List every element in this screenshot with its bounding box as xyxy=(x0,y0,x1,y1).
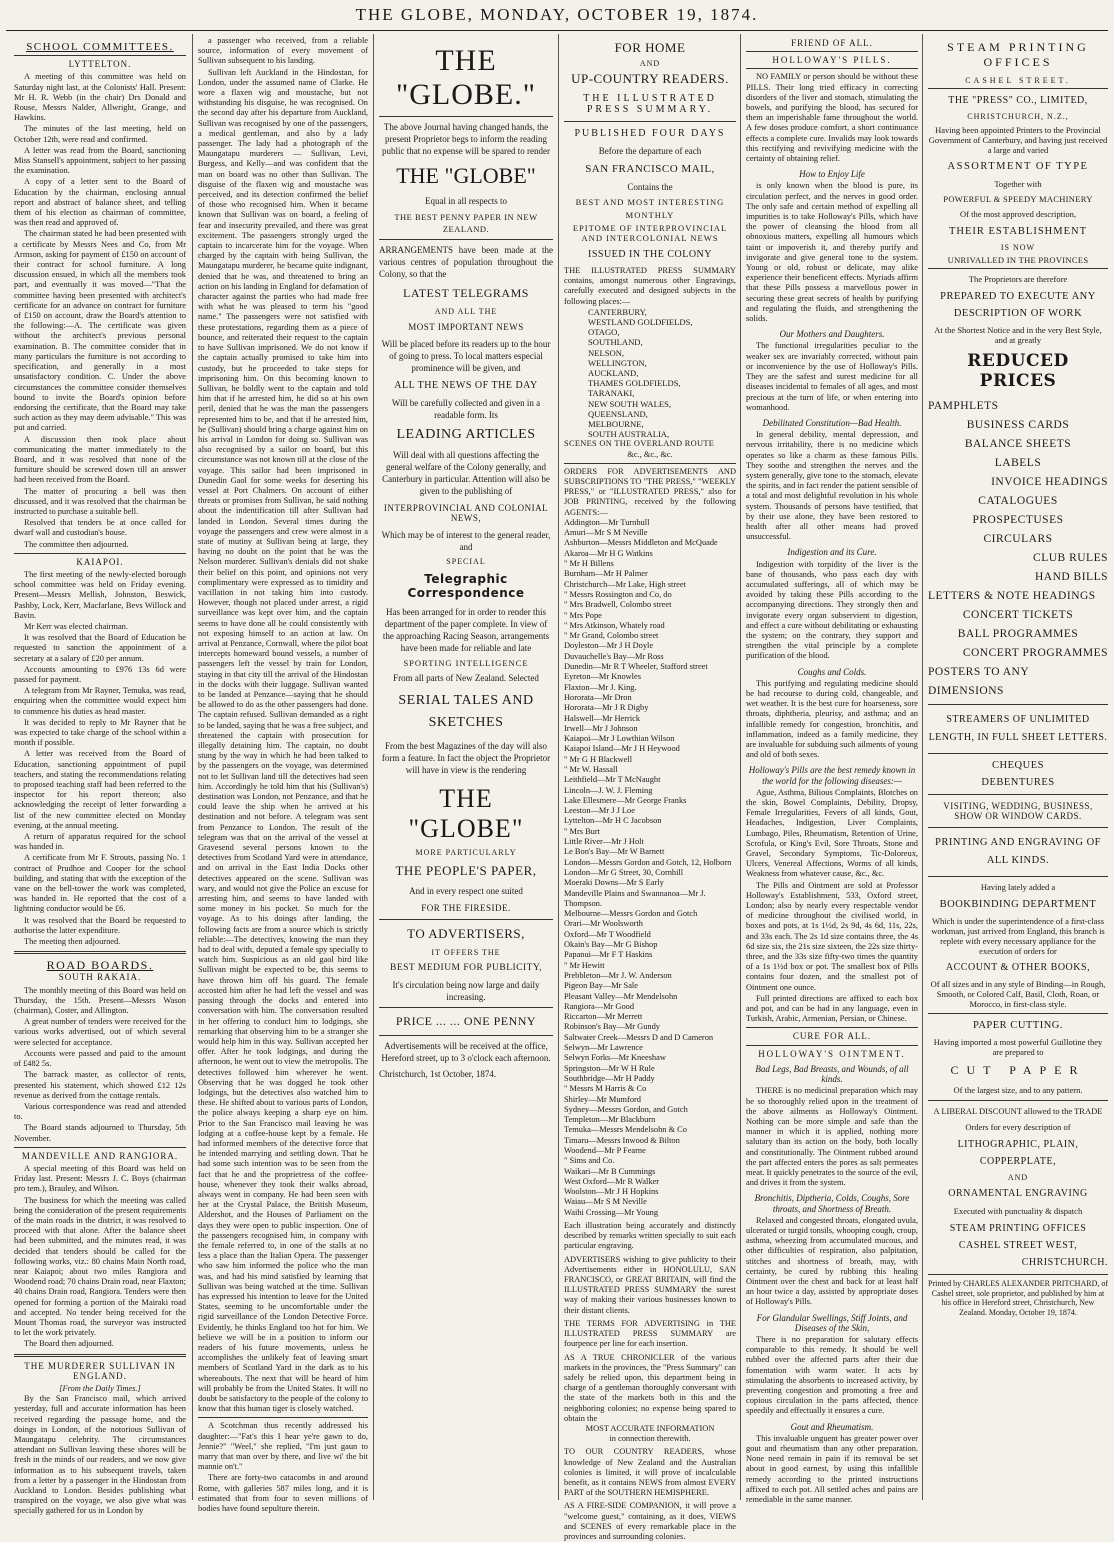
paper-cutting: PAPER CUTTING. xyxy=(972,1020,1064,1031)
column-rule xyxy=(740,34,741,1500)
masthead: THE GLOBE, MONDAY, OCTOBER 19, 1874. xyxy=(355,5,759,24)
agent-item: Burnham—Mr H Palmer xyxy=(564,569,648,579)
agent-item: Doyleston—Mr J H Doyle xyxy=(564,641,654,651)
globe-title-2: THE "GLOBE" xyxy=(396,163,536,188)
paragraph: It was resolved that the Board of Education be requested to sanction the appointment of a secretary at a salary of £20 per annum. xyxy=(14,633,186,663)
agent-item: Ashburton—Messrs Middleton and McQuade xyxy=(564,538,718,548)
globe-latest: LATEST TELEGRAMS xyxy=(403,286,529,300)
paragraph: A telegram from Mr Rayner, Temuka, was read, enquiring when the committee would expect him to commence his duties as head master. xyxy=(14,686,186,716)
ointment-intro: THERE is no medicinal preparation which may be so thoroughly relied upon in the treatment of the above ailments as Holloway's Ointment. Nothing can be more simple and safe than the manner in which it is applied, nothing more salutary than its action on the body, both locally and constitutionally. The Ointment rubbed around the part affected enters the pores as salt permeates meat. It quickly penetrates to the source of the evil, and drives it from the system. xyxy=(746,1086,918,1188)
globe-best-medium: BEST MEDIUM FOR PUBLICITY, xyxy=(389,963,542,973)
paragraph: The barrack master, as collector of rents, presented his statement, which showed £12 12s revenue as derived from the cottage rentals. xyxy=(14,1070,186,1100)
agent-item: Riccarton—Mr Merrett xyxy=(564,1012,643,1022)
ips-accurate: MOST ACCURATE INFORMATION xyxy=(585,1423,715,1433)
powerful-machinery: POWERFUL & SPEEDY MACHINERY xyxy=(943,194,1093,204)
ips-terms: THE TERMS FOR ADVERTISING in THE ILLUSTRATED PRESS SUMMARY are fourpence per line for each insertion. xyxy=(564,1318,736,1349)
together-with: Together with xyxy=(994,179,1042,189)
agent-item: " Messrs M Harris & Co xyxy=(564,1084,647,1094)
service-item: HAND BILLS xyxy=(1034,571,1108,583)
ips-published: PUBLISHED FOUR DAYS xyxy=(574,128,726,139)
pills-directions: Full printed directions are affixed to each box and pot, and can be had in any language, even in Turkish, Arabic, Armenian, Persian, or Chinese. xyxy=(746,993,918,1024)
lyttelton-article xyxy=(14,72,186,549)
pills-indigestion-text: Indigestion with torpidity of the liver is the bane of thousands, who pass each day with accumulated sufferings, all of which may be avoided by taking these Pills according to the accompanying directions. They strongly then and invigorate every organ subservient to digestion, and effect a cure without debilitating or exhausting the system; on the contrary, they support and strengthen the vital principle by a complete purification of the blood. xyxy=(746,559,918,661)
approved-description: Of the most approved description, xyxy=(960,209,1076,219)
paragraph: The business for which the meeting was called being the consideration of the present requirements of the main roads in the district, it was resolved to proceed with that alone. After the balance sheet had been submitted, and the minutes read, it was decided that tenders should be called for the following works, viz.: 80 chains Main North road, near Kaiapoi; about two miles Rangiora and Woodend road; 70 chains Drain road, near Flaxton; 40 chains Drain road, Rangiora. Tenders were then opened for forming a portion of the Mairaki road and accepted. No tender being received for the Mount Thomas road, the surveyor was instructed to let the work privately. xyxy=(14,1195,186,1338)
town-item: NEW SOUTH WALES, xyxy=(588,398,671,409)
globe-leading-articles: LEADING ARTICLES xyxy=(396,427,536,442)
home-and: AND xyxy=(639,59,661,68)
agent-item: " Mr H Billens xyxy=(564,559,614,569)
and-small: AND xyxy=(1007,1173,1029,1182)
ips-monthly: MONTHLY xyxy=(625,210,675,220)
agent-item: Rangiora—Mr Good xyxy=(564,1001,635,1011)
ips-fireside: AS A FIRE-SIDE COMPANION, it will prove a "welcome guest," containing, as it does, VIEWS and SCENES of every remarkable place in the provinces and surrounding colonies. xyxy=(564,1501,736,1541)
pills-best-heading: Holloway's Pills are the best remedy known in the world for the following diseases:— xyxy=(748,765,916,786)
globe-deal-with: Will deal with all questions affecting the general welfare of the Colony generally, and Canterbury in particular. Attention will also be given to the publishing of xyxy=(382,450,550,496)
column-3-globe-advert xyxy=(379,36,553,1498)
agent-item: Woodend—Mr P Fearne xyxy=(564,1145,646,1155)
service-item: LABELS xyxy=(994,457,1042,469)
service-item: BALL PROGRAMMES xyxy=(957,628,1079,640)
globe-equal: Equal in all respects to xyxy=(425,196,507,206)
agent-item: Moeraki Downs—Mr S Early xyxy=(564,878,664,888)
steam-printing-heading: STEAM PRINTING OFFICES xyxy=(947,40,1089,69)
ointment-bad-legs: Bad Legs, Bad Breasts, and Wounds, of all kinds. xyxy=(755,1063,909,1085)
globe-magazines: From the best Magazines of the day will also form a feature. In fact the object the Proprietor will have in view is the rendering xyxy=(381,741,551,775)
paragraph: A return of apparatus required for the school was handed in. xyxy=(14,832,186,852)
globe-interprovincial: INTERPROVINCIAL AND COLONIAL NEWS, xyxy=(383,503,549,523)
agent-item: Addington—Mr Turnbull xyxy=(564,517,650,527)
ips-contains-text: THE ILLUSTRATED PRESS SUMMARY contains, amongst numerous other Engravings, carefully executed and designed subjects in the following places:— xyxy=(564,266,736,306)
agent-item: Amuri—Mr S M Neville xyxy=(564,528,648,538)
town-item: NELSON, xyxy=(588,347,625,358)
agent-item: Halswell—Mr Herrick xyxy=(564,713,641,723)
ips-sf-mail: SAN FRANCISCO MAIL, xyxy=(585,163,715,175)
ornamental-engraving: ORNAMENTAL ENGRAVING xyxy=(948,1188,1088,1199)
orders-every: Orders for every description of xyxy=(965,1122,1071,1132)
appointed-text: Having been appointed Printers to the Provincial Government of Canterbury, and having just received a large and varied xyxy=(928,125,1108,155)
globe-most-important: MOST IMPORTANT NEWS xyxy=(408,322,524,332)
agent-item: Mandeville Plains and Swannanoa—Mr J. Thompson. xyxy=(564,888,706,908)
holloway-ointment-heading: HOLLOWAY'S OINTMENT. xyxy=(758,1048,906,1059)
paragraph: The monthly meeting of this Board was held on Thursday, the 15th. Present—Messrs Wason (chairman), Coster, and Allington. xyxy=(14,985,186,1016)
agent-item: Shirley—Mr Mumford xyxy=(564,1094,641,1104)
having-added: Having lately added a xyxy=(980,882,1056,892)
agent-item: Duvauchelle's Bay—Mr Ross xyxy=(564,651,664,661)
paragraph: Accounts were passed and paid to the amount of £482 5s. xyxy=(14,1048,186,1069)
agent-item: " Mr Hewitt xyxy=(564,960,605,970)
ips-country-readers: TO OUR COUNTRY READERS, whose knowledge of New Zealand and the Australian colonies is limited, it will prove of incalculable benefit, as it contains NEWS from almost EVERY PART of the SOUTHERN HEMISPHERE. xyxy=(564,1447,736,1498)
paragraph: By the San Francisco mail, which arrived yesterday, full and accurate information has been received regarding the passage home, and the doings in London, of the notorious Sullivan of Maungatapu celebrity. The circumstances attendant on Sullivan leaving these shores will be fresh in the minds of our readers, and we now give information as to his subsequent travels, taken from a letter by a passenger in the Hindostan from Auckland to London. Besides publishing what transpired on the voyage, we also give what was specially gathered for us in London by xyxy=(14,1394,186,1516)
ointment-bronchitis-text: Relaxed and congested throats, elongated uvula, ulcerated or turgid tonsils, whooping cough, croup, asthma, wheezing from accumulated mucous, and other difficulties of respiration, also palpitation, stitches and shortness of breath, may, with certainty, be cured by rubbing this healing Ointment over the chest and back for at least half an hour twice a day, assisted by appropriate doses of Holloway's Pills. xyxy=(746,1215,918,1307)
largest-size: Of the largest size, and to any pattern. xyxy=(953,1085,1083,1095)
lyttelton-heading: LYTTELTON. xyxy=(68,59,132,70)
murderer-source: [From the Daily Times.] xyxy=(59,1383,141,1393)
ointment-gout-text: This invaluable unguent has greater power over gout and rheumatism than any other preparation. None need remain in pain if its removal be set about in good earnest, by using this infallible remedy according to the printed instructions affixed to each pot. All settled aches and pains are remediable in the same manner. xyxy=(746,1433,918,1505)
south-rakaia-heading: SOUTH RAKAIA. xyxy=(58,972,142,983)
globe-best-penny: THE BEST PENNY PAPER IN NEW ZEALAND. xyxy=(394,212,538,234)
agent-item: Okain's Bay—Mr G Bishop xyxy=(564,940,658,950)
globe-circulation: It's circulation being now large and daily increasing. xyxy=(392,980,540,1002)
paragraph: The chairman stated he had been presented with a certificate by Messrs Nees and Co, from Mr Armson, asking for payment of £150 on account of their contract for school furniture. A long discussion ensued, in which all the members took part, and eventually it was moved—"That the committee having been presented with architect's certificate for an advance on contract for furniture of £150 on account, draw the Board's attention to the following:—A. The certificate was given without the architect's previous personal examination. B. The committee consider that in many particulars the furniture is not according to specification, and generally in a most unsatisfactory condition. C. Under the above circumstances the committee consider themselves bound to invite the Board's opinion before endorsing the certificate, that the Board may take such action as they may deem advisable." This was put and carried. xyxy=(14,229,186,433)
agent-item: " Mr Grand, Colombo street xyxy=(564,631,659,641)
ointment-gout-heading: Gout and Rheumatism. xyxy=(790,1421,874,1432)
paragraph: A great number of tenders were received for the various works advertised, out of which several were selected for acceptance. xyxy=(14,1017,186,1047)
ointment-bronchitis-heading: Bronchitis, Diptheria, Colds, Coughs, Sore throats, and Shortness of Breath. xyxy=(754,1193,910,1214)
murderer-article xyxy=(14,1394,186,1516)
agent-item: " Mrs Burt xyxy=(564,826,600,836)
globe-interest: Which may be of interest to the general reader, and xyxy=(381,530,551,552)
cure-for-all-heading: CURE FOR ALL. xyxy=(792,1031,872,1042)
agent-item: Leithfield—Mr T McNaught xyxy=(564,775,661,785)
agent-item: Lyttelton—Mr H C Jacobson xyxy=(564,816,662,826)
miscellany-article xyxy=(198,1421,368,1514)
town-item: MELBOURNE, xyxy=(588,419,644,430)
agent-item: Le Bon's Bay—Mr W Barnett xyxy=(564,847,665,857)
kaiapoi-heading: KAIAPOI. xyxy=(76,556,124,567)
town-item: WELLINGTON, xyxy=(588,357,647,368)
paragraph: The Board then adjourned. xyxy=(24,1339,114,1349)
guillotine-text: Having imported a most powerful Guillotine they are prepared to xyxy=(933,1037,1103,1057)
press-company: THE "PRESS" CO., LIMITED, xyxy=(948,95,1088,106)
town-item: CANTERBURY, xyxy=(588,306,647,317)
service-item: CONCERT TICKETS xyxy=(962,609,1074,621)
paragraph: A certificate from Mr F. Strouts, passing No. 1 contract of Prudhoe and Cooper for the school building, and stating that with the exception of the vane on the bell-tower the work was completed, was handed in. He reported that the cost of a lightning conductor would be £6. xyxy=(14,853,186,914)
service-item: POSTERS TO ANY DIMENSIONS xyxy=(928,666,1029,697)
imprint: Printed by CHARLES ALEXANDER PRITCHARD, of Cashel street, sole proprietor, and published by him at his office in Hereford street, Christchurch, New Zealand. Monday, October 19, 1874. xyxy=(928,1279,1109,1317)
road-boards-heading: ROAD BOARDS. xyxy=(46,958,154,973)
ips-advertisers: ADVERTISERS wishing to give publicity to their Advertisements either in HONOLULU, SAN FRANCISCO, or GREAT BRITAIN, will find the ILLUSTRATED PRESS SUMMARY the surest way of making their various businesses known to their distant clients. xyxy=(564,1254,736,1315)
globe-every-respect: And in every respect one suited xyxy=(409,886,523,896)
agent-item: Timaru—Messrs Inwood & Bilton xyxy=(564,1135,680,1145)
agent-item: West Oxford—Mr R Walker xyxy=(564,1176,660,1186)
description-of-work: DESCRIPTION OF WORK xyxy=(953,308,1083,319)
globe-all-news: ALL THE NEWS OF THE DAY xyxy=(394,380,538,391)
murderer-heading: THE MURDERER SULLIVAN IN ENGLAND. xyxy=(24,1360,176,1381)
lithographic: LITHOGRAPHIC, PLAIN, xyxy=(957,1139,1079,1150)
paragraph: The Board stands adjourned to Thursday, 5th November. xyxy=(14,1123,186,1143)
agent-item: Saltwater Creek—Messrs D and D Cameron xyxy=(564,1032,714,1042)
agent-item: Waiau—Mr S M Neville xyxy=(564,1197,647,1207)
town-item: WESTLAND GOLDFIELDS, xyxy=(588,317,693,328)
streamers: STREAMERS OF UNLIMITED LENGTH, IN FULL SHEET LETTERS. xyxy=(928,714,1108,743)
assortment-of-type: ASSORTMENT OF TYPE xyxy=(947,161,1089,172)
agent-item: Templeton—Mr Blackburn xyxy=(564,1115,656,1125)
agent-item: Sydney—Messrs Gordon, and Gotch xyxy=(564,1104,688,1114)
copperplate: COPPERPLATE, xyxy=(979,1156,1057,1167)
pills-mothers-heading: Our Mothers and Daughters. xyxy=(779,329,885,340)
visiting-cards: VISITING, WEDDING, BUSINESS, SHOW OR WINDOW CARDS. xyxy=(943,801,1093,821)
globe-special: SPECIAL xyxy=(446,557,486,566)
service-item: LETTERS & NOTE HEADINGS xyxy=(928,590,1096,602)
paragraph: It was resolved that the Board be requested to authorise the latter expenditure. xyxy=(14,915,186,935)
paragraph: A special meeting of this Board was held on Friday last. Present: Messrs J. C. Boys (chairman pro tem.), Brauley, and Wilson. xyxy=(14,1163,186,1194)
pills-coughs-text: This purifying and regulating medicine should be had recourse to during cold, changeable, and wet weather. It is the best cure for hoarseness, sore throats, diphtheria, pleurisy, and asthma; and an infallible remedy for congestion, bronchitis, and inflammation, indeed as a family medicine, they are invaluable for subduing such ailments of young and old of both sexes. xyxy=(746,678,918,760)
cheques: CHEQUES xyxy=(992,760,1044,771)
christchurch-footer: CHRISTCHURCH. xyxy=(1021,1257,1108,1268)
pills-diseases-list: Ague, Asthma, Bilious Complaints, Blotches on the skin, Bowel Complaints, Debility, Dropsy, Female Irregularities, Fevers of all kinds, Gout, Headaches, Indigestion, Liver Complaints, Lumbago, Piles, Rheumatism, Retention of Urine, Scrofula, or King's Evil, Sore Throats, Stone and Gravel, Secondary Symptoms, Tic-Doloreux, Ulcers, Venereal Affections, Worms of all kinds, Weakness from whatever cause, &c., &c. xyxy=(746,787,918,879)
pills-enjoy-heading: How to Enjoy Life xyxy=(799,169,865,180)
bookbinding-department: BOOKBINDING DEPARTMENT xyxy=(939,899,1097,910)
prepared-execute: PREPARED TO EXECUTE ANY xyxy=(940,291,1096,302)
paragraph: A Scotchman thus recently addressed his daughter:—"Fat's this I hear ye're gawn to do, Jennie?" "Weel," she replied, "I'm just gaun to marry that man over by there, and live wi' the bit mannie on't." xyxy=(198,1421,368,1472)
agent-item: Springston—Mr W H Rule xyxy=(564,1063,655,1073)
service-item: BUSINESS CARDS xyxy=(966,419,1070,431)
their-establishment: THEIR ESTABLISHMENT xyxy=(948,226,1088,237)
pills-debilitated-heading: Debilitated Constitution—Bad Health. xyxy=(762,417,902,428)
sullivan-article xyxy=(198,36,368,1414)
agent-item: Temuka—Messrs Mendelsohn & Co xyxy=(564,1125,687,1135)
globe-arrangements: ARRANGEMENTS have been made at the various centres of population throughout the Colony, so that the xyxy=(379,245,553,279)
globe-date-line: Christchurch, 1st October, 1874. xyxy=(379,1069,497,1079)
agent-item: London—Messrs Gordon and Gotch, 12, Holborn xyxy=(564,857,732,867)
school-committees-heading: SCHOOL COMMITTEES. xyxy=(26,41,174,53)
column-rule xyxy=(922,34,923,1500)
pills-prices: The Pills and Ointment are sold at Professor Holloway's Establishment, 533, Oxford street, London; also by nearly every respectable vendor of medicine throughout the civilised world, in boxes and pots, at 1s 1½d, 2s 9d, 4s 6d, 11s, 22s, and 33s each. The 2s 1d size contains three, the 4s 6d size six, the 21s size sixteen, the 22s size thirty-three, and the 33s size fifty-two times the quantity of a 1s 1½d box or pot. The smallest box of Pills contains four dozen, and the smallest pot of Ointment one ounce. xyxy=(746,880,918,992)
agent-item: Oxford—Mr T Woodfield xyxy=(564,929,651,939)
agent-item: Akaroa—Mr H G Watkins xyxy=(564,548,653,558)
agent-item: " Mr W. Hassall xyxy=(564,765,618,774)
service-item: CATALOGUES xyxy=(978,495,1058,507)
paragraph: A letter was received from the Board of Education, sanctioning appointment of pupil teachers, and stating the recommendations relating to proposed teaching staff had been referred to the inspector for his report thereon; also acknowledging the receipt of letter forwarding a list of the new committee elected on Monday evening, at the annual meeting. xyxy=(14,749,186,830)
paragraph: a passenger who received, from a reliable source, information of every movement of Sullivan subsequent to his landing. xyxy=(198,36,368,66)
unrivalled: UNRIVALLED IN THE PROVINCES xyxy=(947,255,1089,265)
column-rule xyxy=(558,34,559,1500)
agent-item: Pleasant Valley—Mr Mendelsohn xyxy=(564,991,678,1001)
town-item: TARANAKI, xyxy=(588,388,635,399)
globe-fireside: FOR THE FIRESIDE. xyxy=(421,903,511,913)
ips-chronicler: AS A TRUE CHRONICLER of the various markets in the provinces, the "Press Summary" can safely be relied upon, this department being in charge of a gentleman thoroughly conversant with the state of the markets both in this and the neighboring colonies; no expense being spared to obtain the xyxy=(564,1352,736,1423)
paragraph: A copy of a letter sent to the Board of Education by the chairman, enclosing annual report and abstract of balance sheet, and telling them of his election as chairman of committee, was then read and approved of. xyxy=(14,177,186,228)
town-item: AUCKLAND, xyxy=(588,368,639,379)
column-1 xyxy=(14,36,186,1516)
globe-price: PRICE ... ... ONE PENNY xyxy=(395,1014,537,1028)
paragraph: The committee then adjourned. xyxy=(24,539,129,549)
globe-arranged: Has been arranged for in order to render this department of the paper complete. In view of the approaching Racing Season, arrangements have been made for reliable and late xyxy=(382,607,550,653)
town-item: SOUTHLAND, xyxy=(588,337,643,348)
ips-contains: Contains the xyxy=(627,182,673,192)
agent-item: Eyreton—Mr Knowles xyxy=(564,672,641,682)
debentures: DEBENTURES xyxy=(981,777,1055,788)
bookbinding-text: Which is under the superintendence of a first-class workman, just arrived from England, this branch is replete with every necessary appliance for the execution of orders for xyxy=(931,916,1105,956)
globe-carefully: Will be carefully collected and given in a readable form. Its xyxy=(391,398,541,420)
ips-orders: ORDERS FOR ADVERTISEMENTS AND SUBSCRIPTIONS TO "THE PRESS," "WEEKLY PRESS," or "ILLUSTRATED PRESS," also for JOB PRINTING, received by the following AGENTS:— xyxy=(564,466,736,517)
pills-mothers-text: The functional irregularities peculiar to the weaker sex are invariably corrected, without pain or inconvenience by the use of Holloway's Pills. They are the safest and surest medicine for all diseases incidental to females of all ages, and most precious at the turn of life, or when entering into womanhood. xyxy=(746,341,918,412)
globe-from-all: From all parts of New Zealand. Selected xyxy=(393,673,539,683)
binding-sizes: Of all sizes and in any style of Binding—in Rough, Smooth, or Colored Calf, Basil, Cloth, Roan, or Morocco, in first-class style. xyxy=(930,979,1106,1009)
agent-item: Little River—Mr J Holt xyxy=(564,837,644,847)
globe-to-advertisers: TO ADVERTISERS, xyxy=(407,926,525,941)
service-item: PROSPECTUSES xyxy=(972,514,1064,526)
column-rule xyxy=(373,34,374,1500)
paragraph: A meeting of this committee was held on Saturday night last, at the Colonists' Hall. Present: Mr H. R. Webb (in the chair) Drs Donald and Rouse, Messrs Nalder, Allwright, Grange, and Hawkins. xyxy=(14,72,186,123)
paragraph: The matter of procuring a bell was then discussed, and it was resolved that the chairman be instructed to purchase a suitable bell. xyxy=(14,486,186,516)
paragraph: It was decided to reply to Mr Rayner that he was expected to take charge of the school within a month if possible. xyxy=(14,717,186,748)
agent-item: Lincoln—J. W. J. Fleming xyxy=(564,785,653,795)
agent-item: Pigeon Bay—Mr Sale xyxy=(564,981,638,991)
agent-item: Orari—Mr Woolsworth xyxy=(564,919,643,929)
friend-of-all-heading: FRIEND OF ALL. xyxy=(791,38,873,48)
up-country-heading: UP-COUNTRY READERS. xyxy=(571,71,729,86)
globe-peoples-paper: THE PEOPLE'S PAPER, xyxy=(395,863,537,878)
mandeville-article xyxy=(14,1164,186,1350)
globe-title-3: THE "GLOBE" xyxy=(408,784,524,843)
service-item: INVOICE HEADINGS xyxy=(991,476,1108,488)
christchurch-nz: CHRISTCHURCH, N.Z., xyxy=(967,112,1069,121)
ips-issued: ISSUED IN THE COLONY xyxy=(588,249,712,260)
agent-item: Lake Ellesmere—Mr George Franks xyxy=(564,795,687,805)
agent-item: Prebbleton—Mr J. W. Anderson xyxy=(564,970,672,980)
service-item: PAMPHLETS xyxy=(928,400,999,412)
service-item: CIRCULARS xyxy=(983,533,1053,545)
globe-it-offers: IT OFFERS THE xyxy=(431,948,501,957)
agent-item: " Mrs Atkinson, Whately road xyxy=(564,620,665,630)
ointment-glandular-heading: For Glandular Swellings, Stiff Joints, and Diseases of the Skin, xyxy=(756,1312,908,1333)
paragraph: There are forty-two catacombs in and around Rome, with galleries 587 miles long, and it is estimated that from four to seven millions of bodies have found sepulture therein. xyxy=(198,1473,368,1514)
south-rakaia-article xyxy=(14,986,186,1144)
ointment-glandular-text: There is no preparation for salutary effects comparable to this remedy. It should be well rubbed over the affected parts after their due fomentation with warm water. It acts by stimulating the absorbents to increased activity, by preventing congestion and promoting a free and copious circulation in the parts affected, thence speedily and effectually it ensures a cure. xyxy=(746,1334,918,1416)
printing-engraving: PRINTING AND ENGRAVING OF ALL KINDS. xyxy=(934,837,1102,866)
agent-item: Leeston—Mr J J Loe xyxy=(564,806,635,816)
proprietors-text: The Proprietors are therefore xyxy=(968,274,1068,284)
globe-and-all: AND ALL THE xyxy=(434,307,498,316)
town-item: OTAGO, xyxy=(588,327,620,338)
agent-item: Waikari—Mr B Cummings xyxy=(564,1166,656,1176)
agent-item: Selwyn Forks—Mr Kneeshaw xyxy=(564,1053,666,1063)
executed-punctuality: Executed with punctuality & dispatch xyxy=(953,1206,1083,1216)
steam-printing-footer: STEAM PRINTING OFFICES xyxy=(949,1223,1087,1234)
agent-item: Melbourne—Messrs Gordon and Gotch xyxy=(564,909,698,919)
agent-item: Robinson's Bay—Mr Gundy xyxy=(564,1022,660,1032)
agent-item: " Mrs Pope xyxy=(564,610,602,620)
pills-indigestion-heading: Indigestion and its Cure. xyxy=(787,547,877,558)
globe-intro: The above Journal having changed hands, the present Proprietor begs to inform the reading public that no expense will be spared to render xyxy=(382,122,550,156)
globe-will-be-placed: Will be placed before its readers up to the hour of going to press. To local matters especial prominence will be given, and xyxy=(381,339,551,373)
globe-serial: SERIAL TALES AND SKETCHES xyxy=(398,693,534,730)
agent-item: " Sims and Co. xyxy=(564,1156,615,1166)
globe-more-particularly: MORE PARTICULARLY xyxy=(415,848,517,857)
column-6-printing-offices xyxy=(928,36,1108,1498)
home-heading: FOR HOME xyxy=(614,40,686,55)
agent-item: Dunedin—Mr R T Wheeler, Stafford street xyxy=(564,662,708,672)
agent-item: Papanui—Mr F T Haskins xyxy=(564,950,653,960)
agent-item: Hororata—Mr Dron xyxy=(564,692,632,702)
agent-item: " Messrs Rossington and Co, do xyxy=(564,589,672,599)
town-item: QUEENSLAND, xyxy=(588,408,648,419)
ips-etc: &c., &c., &c. xyxy=(627,449,673,459)
column-5-holloway xyxy=(746,36,918,1505)
paragraph: The first meeting of the newly-elected borough school committee was held on Friday evening. Present—Messrs Mellish, Johnston, Beswick, Pashby, Lock, Kerr, Macfarlane, Bevs Willock and Bavin. xyxy=(14,569,186,620)
pills-debilitated-text: In general debility, mental depression, and nervous irritability, there is no medicine which operates so like a charm as these famous Pills. They soothe and strengthen the nerves and the system generally, give tone to the stomach, elevate the spirits, and in fact render the patient sensible of a total and most delightful revolution in his whole system. Thousands of persons have testified, that by their use alone, they have been restored to health after all other means had proved unsuccessful. xyxy=(746,430,918,542)
agent-item: Christchurch—Mr Lake, High street xyxy=(564,579,686,589)
masthead-rule xyxy=(6,30,1108,31)
services-list xyxy=(928,397,1108,701)
service-item: CLUB RULES xyxy=(1033,552,1108,564)
ips-best-most: BEST AND MOST INTERESTING xyxy=(575,197,725,207)
mandeville-heading: MANDEVILLE AND RANGIORA. xyxy=(21,1150,179,1161)
cashel-street-west: CASHEL STREET WEST, xyxy=(958,1240,1078,1251)
holloway-pills-heading: HOLLOWAY'S PILLS. xyxy=(772,55,892,66)
agent-item: Kaiapoi Island—Mr J H Heywood xyxy=(564,744,680,754)
pills-intro: NO FAMILY or person should be without these PILLS. Their long tried efficacy in correcting disorders of the liver and stomach, stimulating the bowels, and purifying the blood, has secured for them an imperishable fame throughout the world. A few doses produce comfort, a short continuance effects a complete cure. Invalids may look towards this rectifying and revivifying medicine with the certainty of obtaining relief. xyxy=(746,72,918,164)
kaiapoi-article xyxy=(14,570,186,947)
paragraph: The minutes of the last meeting, held on October 12th, were read and confirmed. xyxy=(14,124,186,144)
cut-paper: CUT PAPER xyxy=(950,1063,1086,1077)
pills-coughs-heading: Coughs and Colds. xyxy=(797,666,867,677)
agent-item: Flaxton—Mr J. King. xyxy=(564,682,637,692)
shortest-notice: At the Shortest Notice and in the very Best Style, and at greatly xyxy=(934,325,1102,345)
agent-item: " Mr G H Blackwell xyxy=(564,754,633,764)
column-4-press-summary xyxy=(564,36,736,1541)
paragraph: Sullivan left Auckland in the Hindostan, for London, under the assumed name of Clarke. He wore a flaxen wig and moustache, but not withstanding his disguise, he was recognised. On the second day after his departure from Auckland, Sullivan was recognised by one of the passengers, a medical gentleman, and also by a lady passenger. The lady had a photograph of the Maungatapu murderers — Sullivan, Levi, Burgess, and Kelly—and was confident that the man on board was no other than Sullivan. The disguise of the flaxen wig and moustache was perceived, and its detection confirmed the belief of those who recognised him. When it became known that Sullivan was on board, a feeling of fear and insecurity prevailed, and there was great excitement. The passengers strongly urged the captain to incarcerate him for the voyage. When charged by the captain with being Sullivan, the Maungatapu murderer, he became quite indignant, denied that he was, and threatened to bring an action on his landing in England for defamation of character against the parties who had made free with what he was pleased to term his "good name." The passengers were not satisfied with these protestations, regarding them as a piece of bounce, and reiterated their request to the captain to have Sullivan imprisoned. We do not know if the captain actually promised to take him into custody, but he proceeded to take steps for imprisoning him. On this becoming known to Sullivan, he boldly went to the captain and told him that if he arrested him, he did so at his own peril, denied that he was the man the passengers represented him to be, and that if he arrested him, he (Sullivan) should bring a charge against him on his arrival in London for doing so. Sullivan was also recognised by a sailor on board, but this circumstance was not known till at the close of the voyage. This sailor had been imprisoned in Dunedin Gaol for some weeks for deserting his vessel at Port Chalmers. On account of either threats or promises from Sullivan, he said nothing about the indentification till after Sullivan had landed in London. Several times during the voyage the passengers and crew were almost in a state of mutiny at Sullivan being at large, they having no doubt on the point that he was the Nelson murderer. Sullivan's denials did not shake their belief on this point, and opinions not very complimentary were expressed as to timidity and vacillation in not taking him into custody. However, though not placed under arrest, a rigid surveillance was kept over him, and the captain seems to have done all he could consistently with not exposing himself to an action at law. On arrival at Penzance, Cornwall, where the pilot boat intercepts homeward bound vessels, a number of passengers left the vessel by train for London, staying in that city till the arrival of the Hindostan in the docks with their luggage. Sullivan wanted to be landed at Penzance—saying that he should be allowed to do as the other passengers had done. The captain refused. Sullivan demanded as a right to be landed, saying that he was a free subject, and threatened the captain with prosecution for illegally detaining him. The captain, no doubt stung by the way in which he had been talked to by the passengers on the voyage, was determined not to let Sullivan land till the detectives had seen him. Accordingly he told him that his (Sullivan's) destination was London, not Penzance, and that he could leave the ship when he arrived at his destination and not before. A telegram was sent from Penzance to London. The result of the telegram was that on the arrival of the vessel at Gravesend several persons known to the detectives from Scotland Yard were in attendance, and on arrival in the East India Docks other detectives appeared on the scene. Sullivan was wary, and would not give the Police an excuse for arresting him, and seems to have landed with some money in his pocket. So much for the voyage. As to his doings after landing, the following facts are from a source which is strictly reliable:—The detectives, knowing the man they had to deal with, deputed a female spy specially to watch him. Suspicious as an old gaol bird like Sullivan might be expected to be, this seems to have thrown him off his guard. The female accosted him after he had left the vessel and was passing through the docks and entered into conversation with him. The conversation resulted in her offering to conduct him to lodgings, she remarking that observing him to be a stranger she would help him in this way. Sullivan accepted her offer. After he took lodgings, and during the afternoon, he went out to view the metropolis. The detectives followed him wherever he went. Observing that he was dogged he took other lodgings, but the detectives also watched him to these. He shifted about to various parts of London, the police always keeping a sharp eye on him. Prior to the San Francisco mail leaving he was lodging at a coffee-house kept by a female. He had informed members of the detective force that he intended marrying and settling down. That he had some such intention was to be seen from the fact that he and the proprietress of the coffee-house, whenever they took their walks abroad, always went in company. He had been seen with her at the Crystal Palace, the British Museum, Aldershot, and the Houses of Parliament on the days they were open to public inspection. One of the passengers recognised him, in company with the female referred to, in one of the stalls at no less a place than the Italian Opera. The passenger who saw him informed the police who the man was, and had his mind satisfied by learning that Sullivan was being watched at the time. Sullivan has expressed his intention to leave for the United States, seeming to be uncomfortable under the rigid surveillance of the London Detective Force. Evidently, he thinks England too hot for him. We believe we will be in a position to inform our readers of his future movements, unless he accomplishes the unlikely feat of leaving smart members of Scotland Yard in the dark as to his whereabouts. The next that will be heard of him will probably be from the United States. It will no doubt be satisfactory to the people of the colony to know that this human tiger is closely watched. xyxy=(198,67,369,1414)
agent-item: Kaiapoi—Mr J Lowthian Wilson xyxy=(564,734,675,744)
town-item: THAMES GOLDFIELDS, xyxy=(588,378,681,389)
reduced-prices: REDUCED PRICES xyxy=(967,351,1069,391)
liberal-discount: A LIBERAL DISCOUNT allowed to the TRADE xyxy=(933,1106,1103,1116)
paragraph: A discussion then took place about communicating the matter immediately to the Board, and it was resolved that none of the furniture should be screwed down till an answer had been received from the Board. xyxy=(14,434,186,485)
cashel-street: CASHEL STREET. xyxy=(965,76,1071,85)
globe-telegraphic: Telegraphic Correspondence xyxy=(407,572,525,600)
pills-enjoy-text: is only known when the blood is pure, its circulation perfect, and the nerves in good order. The only safe and certain method of expelling all impurities is to take Holloway's Pills, which have the power of cleansing the blood from all obnoxious matters, expelling all humours which taint or impoverish it, and thereby purify and invigorate and give general tone to the system. Young or old, robust or delicate, may alike experience their beneficent effects. Myriads affirm that these Pills possess a marvellous power in securing these great secrets of health by purifying and regulating the fluids, and strengthening the solids. xyxy=(746,181,918,324)
agent-item: Selwyn—Mr Lawrence xyxy=(564,1043,643,1053)
ips-scenes: SCENES ON THE OVERLAND ROUTE xyxy=(564,439,715,449)
globe-sporting: SPORTING INTELLIGENCE xyxy=(403,658,529,668)
agent-item: Irwell—Mr J Johnson xyxy=(564,723,638,733)
globe-title: THE "GLOBE." xyxy=(396,44,536,111)
agent-item: Hororata—Mr J R Digby xyxy=(564,703,649,713)
ips-illustration: Each illustration being accurately and distinctly described by remarks written specially to suit each particular engraving. xyxy=(564,1221,736,1251)
account-books: ACCOUNT & OTHER BOOKS, xyxy=(945,962,1091,973)
town-item: SOUTH AUSTRALIA, xyxy=(588,429,670,440)
agent-item: Southbridge—Mr H Paddy xyxy=(564,1073,655,1083)
ips-epitome: EPITOME OF INTERPROVINCIAL AND INTERCOLONIAL NEWS xyxy=(572,223,728,243)
paragraph: Various correspondence was read and attended to. xyxy=(14,1101,186,1122)
ips-title: THE ILLUSTRATED PRESS SUMMARY. xyxy=(583,93,717,115)
paragraph: Accounts amounting to £976 13s 6d were passed for payment. xyxy=(14,664,186,684)
ips-before: Before the departure of each xyxy=(598,146,702,156)
agent-item: Waihi Crossing—Mr Young xyxy=(564,1207,659,1217)
paragraph: The meeting then adjourned. xyxy=(24,937,121,947)
column-rule xyxy=(192,34,193,1500)
agents-list xyxy=(564,518,736,1218)
globe-ads-received: Advertisements will be received at the office, Hereford street, up to 3 o'clock each afternoon. xyxy=(381,1041,551,1063)
service-item: BALANCE SHEETS xyxy=(964,438,1072,450)
column-2 xyxy=(198,36,369,1514)
ips-towns-list xyxy=(564,307,736,440)
paragraph: Mr Kerr was elected chairman. xyxy=(24,621,128,631)
is-now: IS NOW xyxy=(1000,243,1036,252)
agent-item: Woolston—Mr J H Hopkins xyxy=(564,1187,659,1197)
ips-connection: in connection therewith. xyxy=(609,1434,691,1444)
paragraph: Resolved that tenders be at once called for dwarf wall and custodian's house. xyxy=(14,518,186,538)
service-item: CONCERT PROGRAMMES xyxy=(962,647,1108,659)
paragraph: A letter was read from the Board, sanctioning Miss Stansell's appointment, subject to her passing the examination. xyxy=(14,145,186,176)
agent-item: London—Mr G Street, 30, Cornhill xyxy=(564,867,684,877)
agent-item: " Mrs Bradwell, Colombo street xyxy=(564,600,672,610)
